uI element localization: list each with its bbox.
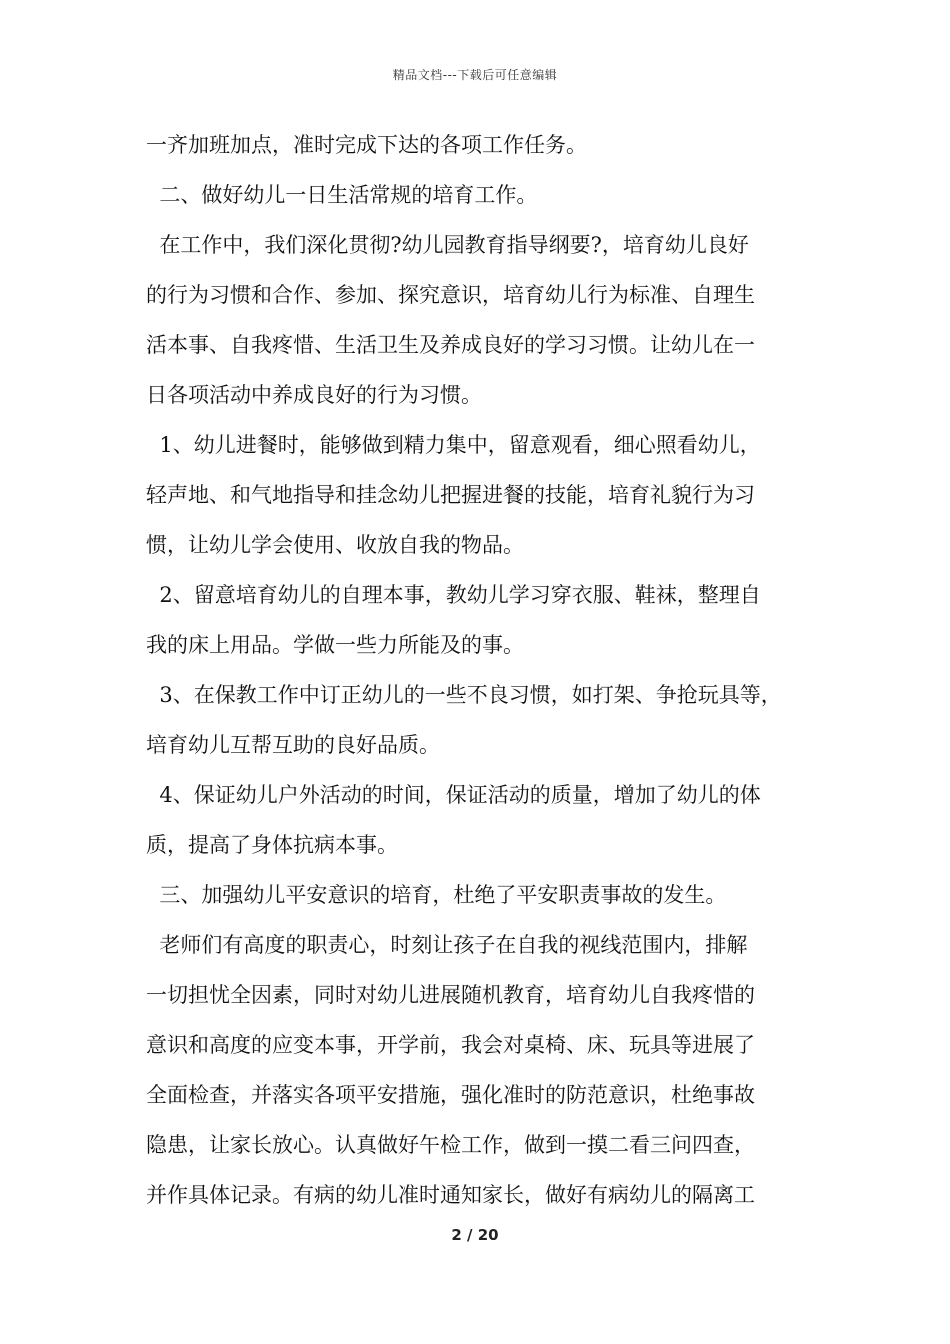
text-line: 日各项活动中养成良好的行为习惯。 (146, 383, 482, 407)
text-line: 三、加强幼儿平安意识的培育，杜绝了平安职责事故的发生。 (146, 883, 727, 907)
text-line: 1、幼儿进餐时，能够做到精力集中，留意观看，细心照看幼儿， (146, 433, 761, 457)
text-line: 我的床上用品。学做一些力所能及的事。 (146, 633, 524, 657)
text-line: 2、留意培育幼儿的自理本事，教幼儿学习穿衣服、鞋袜，整理自 (146, 583, 761, 607)
text-line: 并作具体记录。有病的幼儿准时通知家长，做好有病幼儿的隔离工 (146, 1183, 755, 1207)
text-line: 的行为习惯和合作、参加、探究意识，培育幼儿行为标准、自理生 (146, 283, 755, 307)
text-line: 3、在保教工作中订正幼儿的一些不良习惯，如打架、争抢玩具等， (146, 683, 782, 707)
text-line: 老师们有高度的职责心，时刻让孩子在自我的视线范围内，排解 (146, 933, 748, 957)
text-line: 惯，让幼儿学会使用、收放自我的物品。 (146, 533, 524, 557)
text-line: 二、做好幼儿一日生活常规的培育工作。 (146, 183, 538, 207)
text-line: 质，提高了身体抗病本事。 (146, 833, 398, 857)
page-number: 2 / 20 (451, 1226, 499, 1244)
page-header: 精品文档---下载后可任意编辑 (392, 68, 558, 82)
text-line: 轻声地、和气地指导和挂念幼儿把握进餐的技能，培育礼貌行为习 (146, 483, 755, 507)
text-line: 4、保证幼儿户外活动的时间，保证活动的质量，增加了幼儿的体 (146, 783, 761, 807)
text-line: 在工作中，我们深化贯彻?幼儿园教育指导纲要?，培育幼儿良好 (146, 233, 749, 257)
text-line: 活本事、自我疼惜、生活卫生及养成良好的学习习惯。让幼儿在一 (146, 333, 755, 357)
text-line: 隐患，让家长放心。认真做好午检工作，做到一摸二看三问四查， (146, 1133, 755, 1157)
text-line: 全面检查，并落实各项平安措施，强化准时的防范意识，杜绝事故 (146, 1083, 755, 1107)
text-line: 意识和高度的应变本事，开学前，我会对桌椅、床、玩具等进展了 (146, 1033, 755, 1057)
text-line: 培育幼儿互帮互助的良好品质。 (146, 733, 440, 757)
text-line: 一切担忧全因素，同时对幼儿进展随机教育，培育幼儿自我疼惜的 (146, 983, 755, 1007)
text-line: 一齐加班加点，准时完成下达的各项工作任务。 (146, 133, 587, 157)
